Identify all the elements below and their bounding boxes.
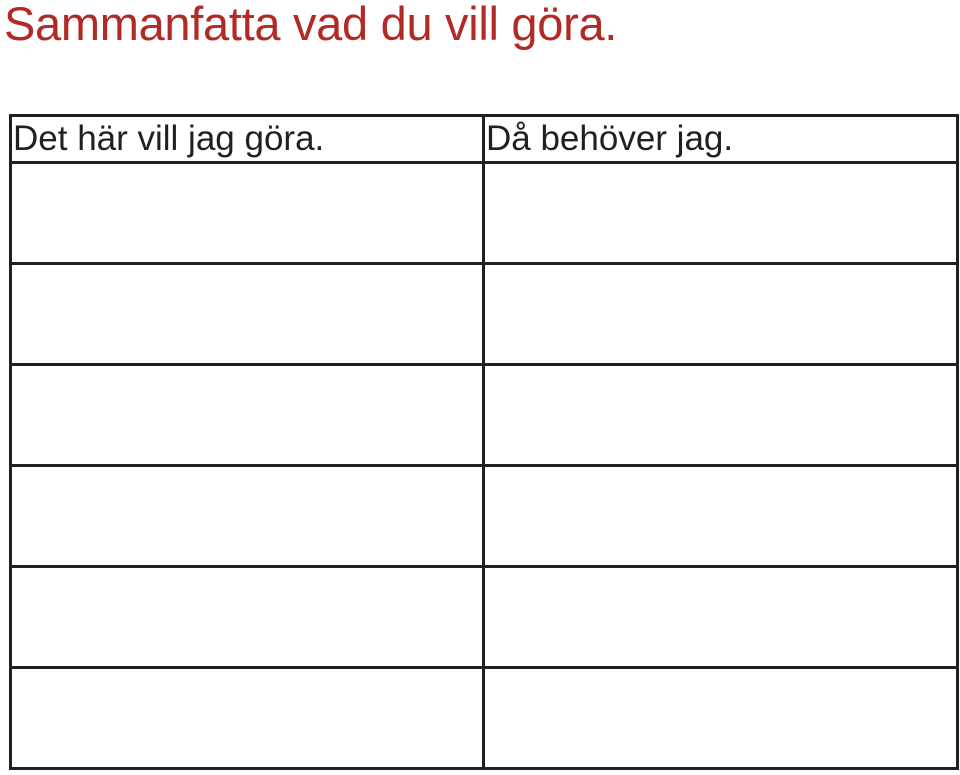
table-row [11,365,958,466]
table-row [11,264,958,365]
want-to-do-cell[interactable] [11,567,484,668]
column-header-want-to-do: Det här vill jag göra. [11,116,484,163]
then-i-need-cell[interactable] [484,365,958,466]
table-row [11,668,958,769]
column-header-then-i-need: Då behöver jag. [484,116,958,163]
table-row [11,567,958,668]
want-to-do-cell[interactable] [11,163,484,264]
planning-table [9,114,959,770]
then-i-need-cell[interactable] [484,567,958,668]
then-i-need-cell[interactable] [484,466,958,567]
want-to-do-cell[interactable] [11,466,484,567]
want-to-do-cell[interactable] [11,264,484,365]
want-to-do-cell[interactable] [11,668,484,769]
then-i-need-cell[interactable] [484,668,958,769]
want-to-do-cell[interactable] [11,365,484,466]
table-header-row [11,116,958,163]
table-row [11,466,958,567]
then-i-need-cell[interactable] [484,264,958,365]
table-row [11,163,958,264]
page-title: Sammanfatta vad du vill göra. [4,0,618,50]
then-i-need-cell[interactable] [484,163,958,264]
